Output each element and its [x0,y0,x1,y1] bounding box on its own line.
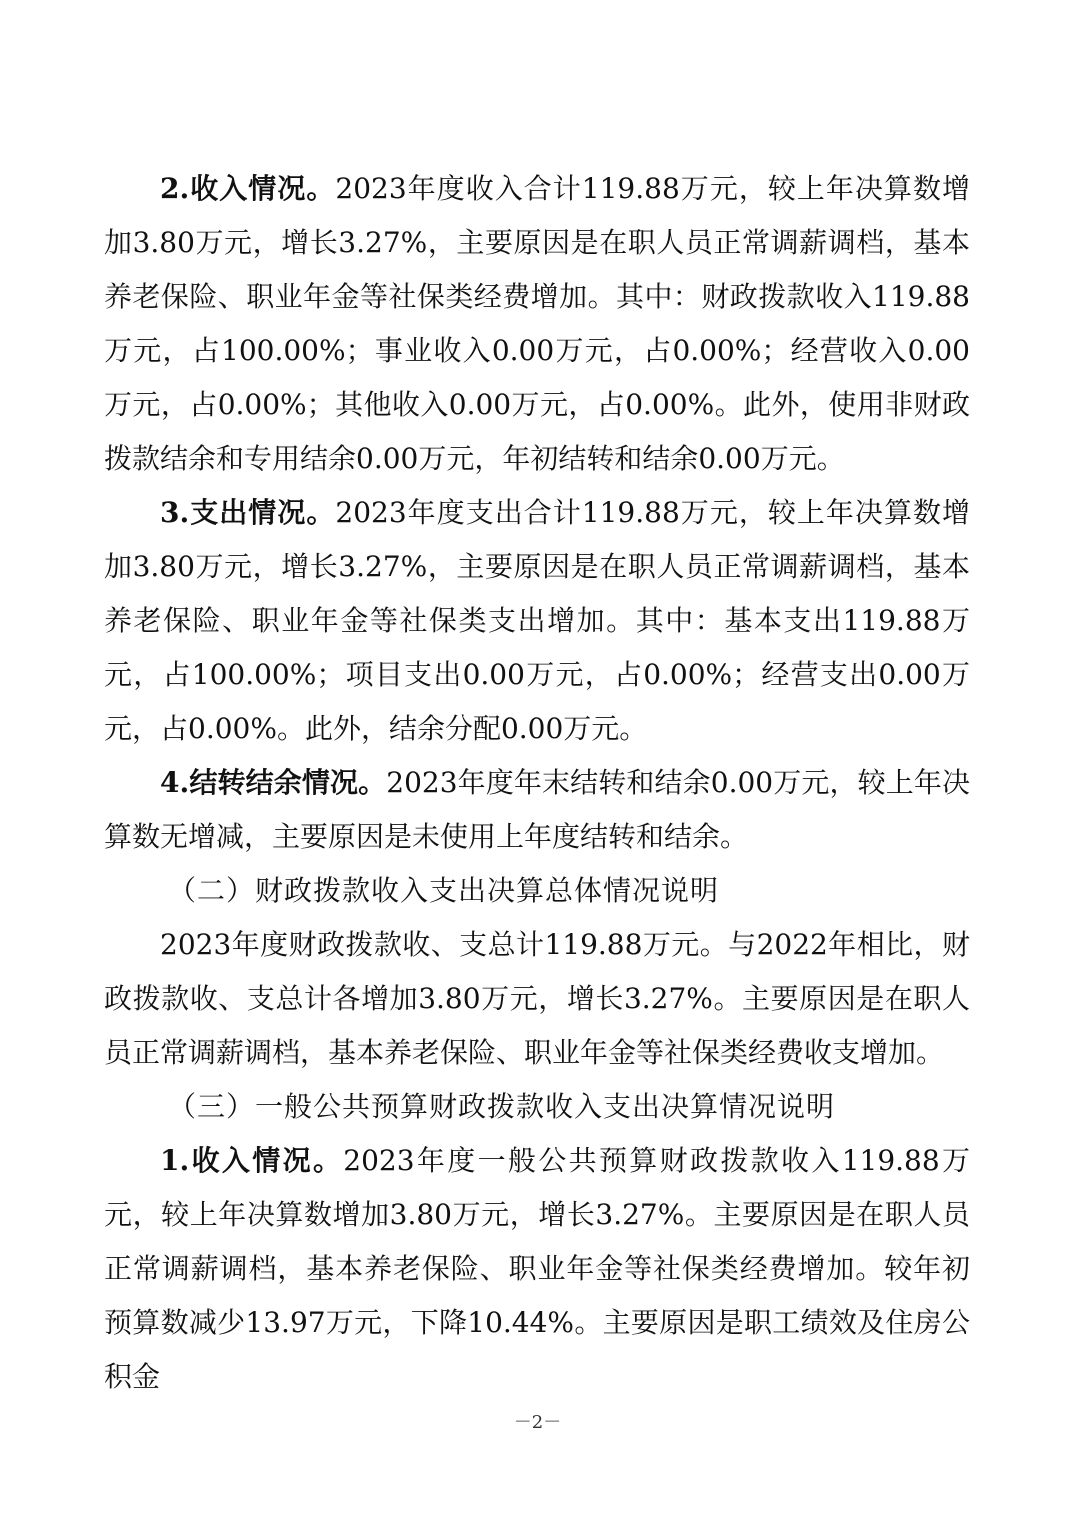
paragraph-text: 2023年度一般公共预算财政拨款收入119.88万元，较上年决算数增加3.80万元，增长3.27%。主要原因是在职人员正常调薪调档，基本养老保险、职业年金等社保类经费增加。较年初预算数减少13.97万元，下降10.44%。主要原因是职工绩效及住房公积金 [104,1144,971,1393]
paragraph-lead: 4.结转结余情况。 [160,766,387,799]
section-heading-fiscal: （二）财政拨款收入支出决算总体情况说明 [168,874,720,907]
section-heading-general-budget: （三）一般公共预算财政拨款收入支出决算情况说明 [168,1090,836,1123]
paragraph-text: 2023年度支出合计119.88万元，较上年决算数增加3.80万元，增长3.27%，主要原因是在职人员正常调薪调档，基本养老保险、职业年金等社保类支出增加。其中：基本支出119.88万元，占100.00%；项目支出0.00万元，占0.00%；经营支出0.00万元，占0.00%。此外，结余分配0.00万元。 [104,496,971,745]
paragraph-income [104,162,970,486]
paragraph-expenditure [104,486,970,756]
paragraph-carryover [104,756,970,864]
paragraph-lead: 3.支出情况。 [160,496,336,529]
paragraph-text: 2023年度收入合计119.88万元，较上年决算数增加3.80万元，增长3.27%，主要原因是在职人员正常调薪调档，基本养老保险、职业年金等社保类经费增加。其中：财政拨款收入119.88万元，占100.00%；事业收入0.00万元，占0.00%；经营收入0.00万元，占0.00%；其他收入0.00万元，占0.00%。此外，使用非财政拨款结余和专用结余0.00万元，年初结转和结余0.00万元。 [104,172,971,475]
paragraph-text: 2023年度年末结转和结余0.00万元，较上年决算数无增减，主要原因是未使用上年度结转和结余。 [104,766,970,853]
paragraph-lead: 1.收入情况。 [160,1144,344,1177]
paragraph-general-income [104,1134,970,1404]
paragraph-fiscal-summary: 2023年度财政拨款收、支总计119.88万元。与2022年相比，财政拨款收、支总计各增加3.80万元，增长3.27%。主要原因是在职人员正常调薪调档，基本养老保险、职业年金等社保类经费收支增加。 [104,928,970,1069]
paragraph-lead: 2.收入情况。 [160,172,336,205]
page-number: －2－ [513,1412,562,1433]
document-body [104,162,970,1404]
